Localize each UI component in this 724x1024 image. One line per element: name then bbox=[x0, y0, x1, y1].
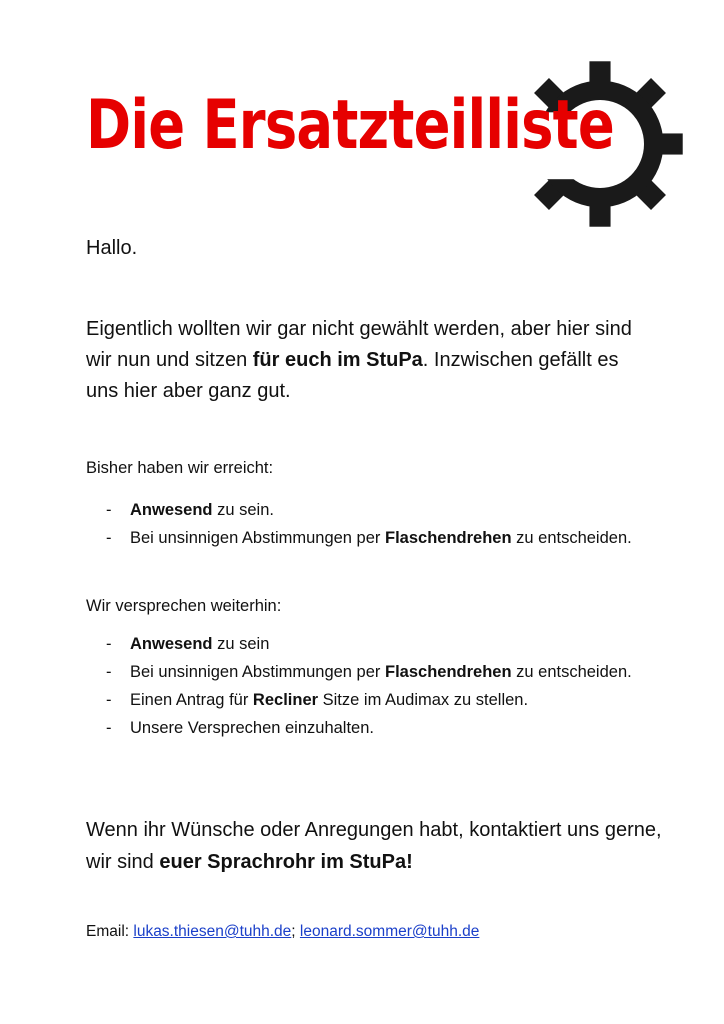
header bbox=[0, 0, 724, 240]
intro-text-start: Eigentlich wollten wir gar nicht gewählt werden, aber hier sind wir nun und sitzen bbox=[86, 318, 632, 371]
item-text-bold: Anwesend bbox=[130, 501, 213, 519]
item-text-end: zu sein bbox=[212, 635, 270, 653]
contact-line bbox=[86, 920, 479, 944]
item-text-end: zu sein. bbox=[212, 501, 274, 519]
achieved-label: Bisher haben wir erreicht: bbox=[86, 459, 274, 477]
item-text-end: Sitze im Audimax zu stellen. bbox=[318, 691, 529, 709]
item-text-bold: Anwesend bbox=[130, 635, 213, 653]
item-text-end: zu entscheiden. bbox=[511, 529, 632, 547]
item-text-bold: Flaschendrehen bbox=[385, 663, 512, 681]
email-separator: ; bbox=[291, 923, 300, 940]
page-title: Die Ersatzteilliste bbox=[86, 86, 614, 165]
closing-text-start: Wenn ihr Wünsche oder Anregungen habt, kontaktiert uns gerne, wir sind bbox=[86, 819, 662, 873]
list-item bbox=[86, 714, 646, 742]
item-text-end: zu entscheiden. bbox=[511, 663, 632, 681]
item-text-start: Unsere Versprechen einzuhalten. bbox=[130, 719, 374, 737]
email-link-leonard[interactable]: leonard.sommer@tuhh.de bbox=[299, 923, 480, 940]
item-text-start: Bei unsinnigen Abstimmungen per bbox=[130, 663, 385, 681]
list-item bbox=[86, 686, 646, 714]
closing-paragraph bbox=[86, 814, 666, 878]
list-dash: - bbox=[106, 529, 112, 547]
email-label: Email: bbox=[86, 923, 134, 940]
list-dash: - bbox=[106, 501, 112, 519]
achieved-list bbox=[86, 496, 646, 552]
item-text-start: Einen Antrag für bbox=[130, 691, 253, 709]
item-text-start: Bei unsinnigen Abstimmungen per bbox=[130, 529, 385, 547]
list-dash: - bbox=[106, 719, 112, 737]
intro-paragraph bbox=[86, 314, 646, 407]
list-item bbox=[86, 496, 646, 524]
list-item bbox=[86, 658, 646, 686]
promises-label: Wir versprechen weiterhin: bbox=[86, 597, 282, 615]
list-dash: - bbox=[106, 663, 112, 681]
list-dash: - bbox=[106, 691, 112, 709]
list-item bbox=[86, 630, 646, 658]
list-item bbox=[86, 524, 646, 552]
item-text-bold: Flaschendrehen bbox=[385, 529, 512, 547]
email-link-lukas[interactable]: lukas.thiesen@tuhh.de bbox=[133, 923, 292, 940]
intro-text-end: . Inzwischen gefällt es uns hier aber ganz gut. bbox=[86, 349, 619, 402]
closing-text-bold: euer Sprachrohr im StuPa! bbox=[159, 851, 413, 873]
greeting-text: Hallo. bbox=[86, 237, 138, 259]
list-dash: - bbox=[106, 635, 112, 653]
item-text-bold: Recliner bbox=[252, 691, 319, 709]
intro-text-bold: für euch im StuPa bbox=[252, 349, 423, 371]
promises-list bbox=[86, 630, 646, 742]
